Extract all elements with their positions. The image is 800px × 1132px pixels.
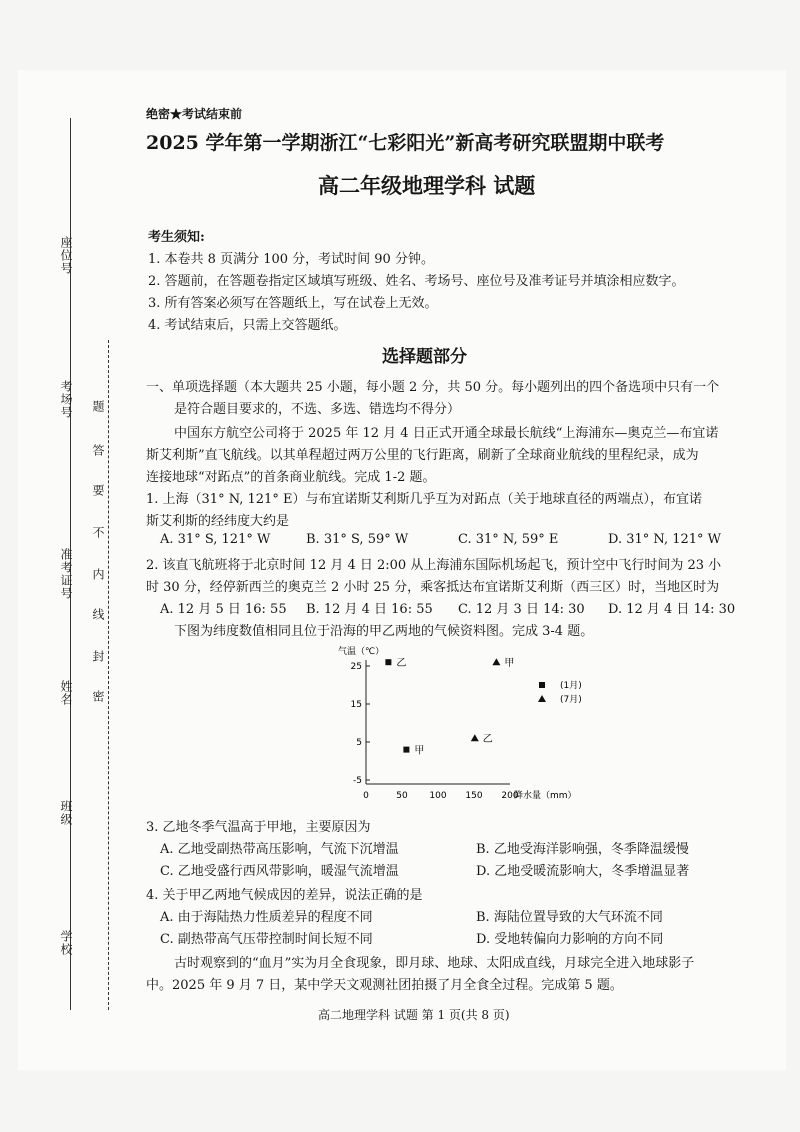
q4-option-a: A. 由于海陆热力性质差异的程度不同 — [160, 910, 373, 925]
q1-stem-cont: 斯艾利斯的经纬度大约是 — [146, 514, 290, 529]
part1-instruction-cont: 是符合题目要求的，不选、多选、错选均不得分） — [174, 402, 461, 417]
section-title: 选择题部分 — [382, 347, 467, 367]
y-tick-label: 25 — [350, 662, 362, 672]
seal-char: 密 — [91, 690, 105, 703]
notice-heading: 考生须知: — [148, 230, 205, 245]
y-axis-label: 气温（℃） — [338, 647, 385, 657]
x-tick-label: 100 — [429, 791, 447, 801]
q2-option-d: D. 12 月 4 日 14: 30 — [608, 602, 736, 617]
q3-option-c: C. 乙地受盛行西风带影响，暖湿气流增温 — [160, 864, 399, 879]
notice-item: 4. 考试结束后，只需上交答题纸。 — [148, 318, 347, 333]
data-point-label: 甲 — [504, 658, 515, 670]
exam-subtitle: 高二年级地理学科 试题 — [318, 173, 536, 198]
margin-label-name: 姓名 — [59, 680, 73, 706]
q3-option-d: D. 乙地受暖流影响大，冬季增温显著 — [476, 864, 690, 879]
q3-option-a: A. 乙地受副热带高压影响，气流下沉增温 — [160, 842, 399, 857]
y-tick-label: -5 — [353, 776, 362, 786]
q4-stem: 4. 关于甲乙两地气候成因的差异，说法正确的是 — [146, 888, 423, 903]
notice-item: 2. 答题前，在答题卷指定区域填写班级、姓名、考场号、座位号及准考证号并填涂相应数字。 — [148, 274, 685, 289]
margin-label-class: 班级 — [59, 800, 73, 826]
q1-option-a: A. 31° S, 121° W — [160, 532, 271, 547]
seal-char: 答 — [91, 444, 105, 457]
q2-stem: 2. 该直飞航班将于北京时间 12 月 4 日 2:00 从上海浦东国际机场起飞，预计空中飞行时间为 23 小 — [146, 558, 722, 573]
page-footer: 高二地理学科 试题 第 1 页(共 8 页) — [318, 1008, 510, 1022]
data-point-label: 乙 — [482, 734, 493, 746]
data-point-jan — [385, 659, 391, 665]
x-tick-label: 200 — [501, 791, 519, 801]
legend-marker-jul — [538, 695, 546, 702]
notice-item: 3. 所有答案必须写在答题纸上，写在试卷上无效。 — [148, 296, 438, 311]
part1-instruction: 一、单项选择题（本大题共 25 小题，每小题 2 分，共 50 分。每小题列出的四个备选项中只有一个 — [146, 380, 720, 395]
q2-option-b: B. 12 月 4 日 16: 55 — [306, 602, 433, 617]
q1-option-d: D. 31° N, 121° W — [608, 532, 722, 547]
seal-char: 封 — [91, 650, 105, 663]
margin-line-inner — [108, 340, 109, 1010]
margin-label-exam-no: 准考证号 — [59, 548, 73, 600]
passage5-line: 古时观察到的“血月”实为月全食现象，即月球、地球、太阳成直线，月球完全进入地球影子 — [174, 956, 695, 971]
notice-item: 1. 本卷共 8 页满分 100 分，考试时间 90 分钟。 — [148, 252, 434, 267]
confidential-mark: 绝密★考试结束前 — [146, 107, 243, 121]
seal-char: 要 — [91, 484, 105, 497]
legend-label: (7月) — [560, 695, 582, 705]
legend-label: (1月) — [560, 681, 582, 691]
q4-option-c: C. 副热带高气压带控制时间长短不同 — [160, 932, 373, 947]
q1-option-c: C. 31° N, 59° E — [458, 532, 559, 547]
q2-option-a: A. 12 月 5 日 16: 55 — [160, 602, 287, 617]
q1-option-b: B. 31° S, 59° W — [306, 532, 409, 547]
x-tick-label: 50 — [396, 791, 408, 801]
intro-q3-4: 下图为纬度数值相同且位于沿海的甲乙两地的气候资料图。完成 3-4 题。 — [174, 624, 594, 639]
x-tick-label: 150 — [465, 791, 483, 801]
seal-char: 内 — [91, 568, 105, 581]
y-tick-label: 5 — [356, 738, 362, 748]
q3-stem: 3. 乙地冬季气温高于甲地，主要原因为 — [146, 820, 371, 835]
y-tick-label: 15 — [350, 700, 362, 710]
passage5-line: 中。2025 年 9 月 7 日，某中学天文观测社团拍摄了月全食全过程。完成第 5 题。 — [146, 978, 623, 993]
data-point-jul — [492, 658, 500, 665]
passage1-line: 中国东方航空公司将于 2025 年 12 月 4 日正式开通全球最长航线“上海浦东—奥克兰—布宜诺 — [174, 426, 719, 441]
q4-option-b: B. 海陆位置导致的大气环流不同 — [476, 910, 663, 925]
data-point-jul — [471, 734, 479, 741]
seal-char: 题 — [91, 400, 105, 413]
q4-option-d: D. 受地转偏向力影响的方向不同 — [476, 932, 664, 947]
q3-option-b: B. 乙地受海洋影响强，冬季降温缓慢 — [476, 842, 689, 857]
x-tick-label: 0 — [363, 791, 369, 801]
data-point-label: 乙 — [396, 658, 407, 670]
seal-char: 线 — [91, 608, 105, 621]
q2-option-c: C. 12 月 3 日 14: 30 — [458, 602, 585, 617]
x-axis-label: 降水量（mm） — [514, 791, 577, 801]
climate-chart — [324, 640, 624, 810]
passage1-line: 斯艾利斯”直飞航线。以其单程超过两万公里的飞行距离，刷新了全球商业航线的里程纪录，成为 — [146, 448, 699, 463]
data-point-label: 甲 — [414, 745, 425, 757]
margin-label-school: 学校 — [59, 930, 73, 956]
q1-stem: 1. 上海（31° N, 121° E）与布宜诺斯艾利斯几乎互为对跖点（关于地球直径的两端点），布宜诺 — [146, 492, 702, 507]
passage1-line: 连接地球“对跖点”的首条商业航线。完成 1-2 题。 — [146, 470, 436, 485]
margin-label-seat: 座位号 — [59, 236, 73, 275]
seal-char: 不 — [91, 526, 105, 539]
data-point-jan — [403, 747, 409, 753]
legend-marker-jan — [539, 682, 545, 688]
exam-title: 2025 学年第一学期浙江“七彩阳光”新高考研究联盟期中联考 — [146, 132, 665, 154]
q2-stem-cont: 时 30 分，经停新西兰的奥克兰 2 小时 25 分，乘客抵达布宜诺斯艾利斯（西三区）时，当地区时为 — [146, 580, 720, 595]
margin-label-room: 考场号 — [59, 380, 73, 419]
